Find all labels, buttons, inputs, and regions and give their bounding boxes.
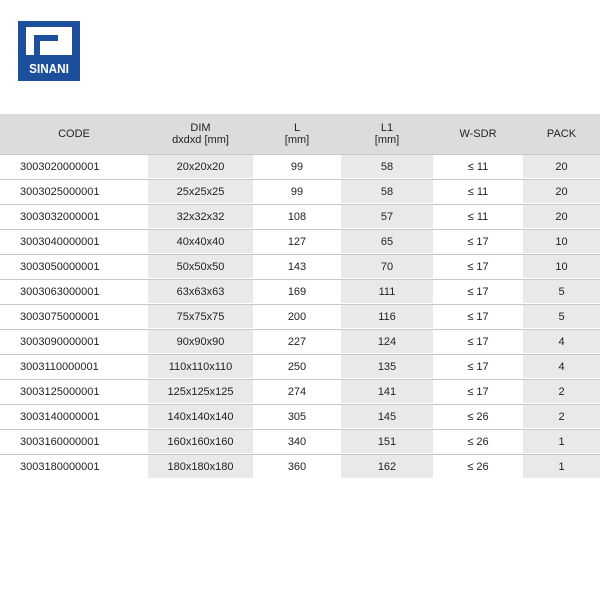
l1-cell: 141 — [341, 379, 433, 404]
w-sdr-cell: ≤ 26 — [433, 429, 523, 454]
l1-cell: 151 — [341, 429, 433, 454]
column-header-label: PACK — [546, 128, 577, 140]
dim-cell: 40x40x40 — [148, 229, 253, 254]
l-cell: 127 — [253, 229, 341, 254]
w-sdr-cell: ≤ 11 — [433, 179, 523, 204]
code-cell: 3003180000001 — [0, 454, 148, 479]
l1-cell: 124 — [341, 329, 433, 354]
dim-cell: 75x75x75 — [148, 304, 253, 329]
pack-cell: 4 — [523, 354, 600, 379]
w-sdr-cell: ≤ 17 — [433, 304, 523, 329]
table-row — [0, 154, 600, 179]
w-sdr-cell: ≤ 26 — [433, 404, 523, 429]
l-cell: 99 — [253, 154, 341, 179]
pack-cell: 2 — [523, 379, 600, 404]
l-cell: 250 — [253, 354, 341, 379]
w-sdr-cell: ≤ 17 — [433, 229, 523, 254]
dim-cell: 25x25x25 — [148, 179, 253, 204]
table-row — [0, 254, 600, 279]
w-sdr-cell: ≤ 11 — [433, 204, 523, 229]
pack-cell: 10 — [523, 254, 600, 279]
pack-cell: 10 — [523, 229, 600, 254]
l1-cell: 116 — [341, 304, 433, 329]
dim-cell: 125x125x125 — [148, 379, 253, 404]
table-row — [0, 454, 600, 479]
logo-mark-icon — [18, 21, 80, 61]
column-header-label: L — [293, 122, 301, 134]
table-row — [0, 204, 600, 229]
dim-cell: 32x32x32 — [148, 204, 253, 229]
code-cell: 3003125000001 — [0, 379, 148, 404]
w-sdr-cell: ≤ 17 — [433, 279, 523, 304]
code-cell: 3003020000001 — [0, 154, 148, 179]
l1-cell: 111 — [341, 279, 433, 304]
l1-cell: 135 — [341, 354, 433, 379]
l-cell: 360 — [253, 454, 341, 479]
w-sdr-cell: ≤ 17 — [433, 254, 523, 279]
dim-cell: 160x160x160 — [148, 429, 253, 454]
pack-cell: 20 — [523, 154, 600, 179]
pack-cell: 20 — [523, 179, 600, 204]
l-cell: 99 — [253, 179, 341, 204]
pack-cell: 2 — [523, 404, 600, 429]
l1-cell: 57 — [341, 204, 433, 229]
column-header-code — [0, 114, 148, 154]
column-header-w-sdr — [433, 114, 523, 154]
l-cell: 108 — [253, 204, 341, 229]
dim-cell: 140x140x140 — [148, 404, 253, 429]
table-row — [0, 404, 600, 429]
dim-cell: 63x63x63 — [148, 279, 253, 304]
w-sdr-cell: ≤ 11 — [433, 154, 523, 179]
l-cell: 200 — [253, 304, 341, 329]
table-row — [0, 429, 600, 454]
code-cell: 3003063000001 — [0, 279, 148, 304]
l1-cell: 162 — [341, 454, 433, 479]
l1-cell: 65 — [341, 229, 433, 254]
table-row — [0, 354, 600, 379]
product-spec-table — [0, 114, 600, 479]
w-sdr-cell: ≤ 17 — [433, 354, 523, 379]
code-cell: 3003050000001 — [0, 254, 148, 279]
code-cell: 3003040000001 — [0, 229, 148, 254]
table-row — [0, 329, 600, 354]
code-cell: 3003110000001 — [0, 354, 148, 379]
column-header-unit: [mm] — [284, 134, 310, 146]
column-header-unit: dxdxd [mm] — [172, 134, 229, 146]
w-sdr-cell: ≤ 26 — [433, 454, 523, 479]
pack-cell: 5 — [523, 304, 600, 329]
table-body — [0, 154, 600, 479]
column-header-unit: [mm] — [374, 134, 400, 146]
l-cell: 305 — [253, 404, 341, 429]
logo-text: SINANI — [29, 61, 69, 76]
column-header-l — [253, 114, 341, 154]
l1-cell: 58 — [341, 154, 433, 179]
pack-cell: 4 — [523, 329, 600, 354]
pack-cell: 5 — [523, 279, 600, 304]
l-cell: 340 — [253, 429, 341, 454]
table-row — [0, 229, 600, 254]
table-header-row — [0, 114, 600, 154]
column-header-dim — [148, 114, 253, 154]
l1-cell: 145 — [341, 404, 433, 429]
l-cell: 169 — [253, 279, 341, 304]
pack-cell: 20 — [523, 204, 600, 229]
column-header-label: L1 — [380, 122, 394, 134]
table-row — [0, 304, 600, 329]
dim-cell: 110x110x110 — [148, 354, 253, 379]
dim-cell: 20x20x20 — [148, 154, 253, 179]
table-row — [0, 379, 600, 404]
dim-cell: 180x180x180 — [148, 454, 253, 479]
l-cell: 274 — [253, 379, 341, 404]
pack-cell: 1 — [523, 429, 600, 454]
pack-cell: 1 — [523, 454, 600, 479]
code-cell: 3003160000001 — [0, 429, 148, 454]
code-cell: 3003140000001 — [0, 404, 148, 429]
code-cell: 3003025000001 — [0, 179, 148, 204]
dim-cell: 90x90x90 — [148, 329, 253, 354]
code-cell: 3003090000001 — [0, 329, 148, 354]
dim-cell: 50x50x50 — [148, 254, 253, 279]
column-header-label: DIM — [190, 122, 211, 134]
column-header-pack — [523, 114, 600, 154]
code-cell: 3003032000001 — [0, 204, 148, 229]
w-sdr-cell: ≤ 17 — [433, 379, 523, 404]
w-sdr-cell: ≤ 17 — [433, 329, 523, 354]
sinani-logo — [18, 21, 80, 81]
l1-cell: 70 — [341, 254, 433, 279]
table-row — [0, 179, 600, 204]
l-cell: 143 — [253, 254, 341, 279]
column-header-l1 — [341, 114, 433, 154]
code-cell: 3003075000001 — [0, 304, 148, 329]
table-row — [0, 279, 600, 304]
l-cell: 227 — [253, 329, 341, 354]
column-header-label: CODE — [58, 128, 90, 140]
column-header-label: W-SDR — [459, 128, 497, 140]
l1-cell: 58 — [341, 179, 433, 204]
